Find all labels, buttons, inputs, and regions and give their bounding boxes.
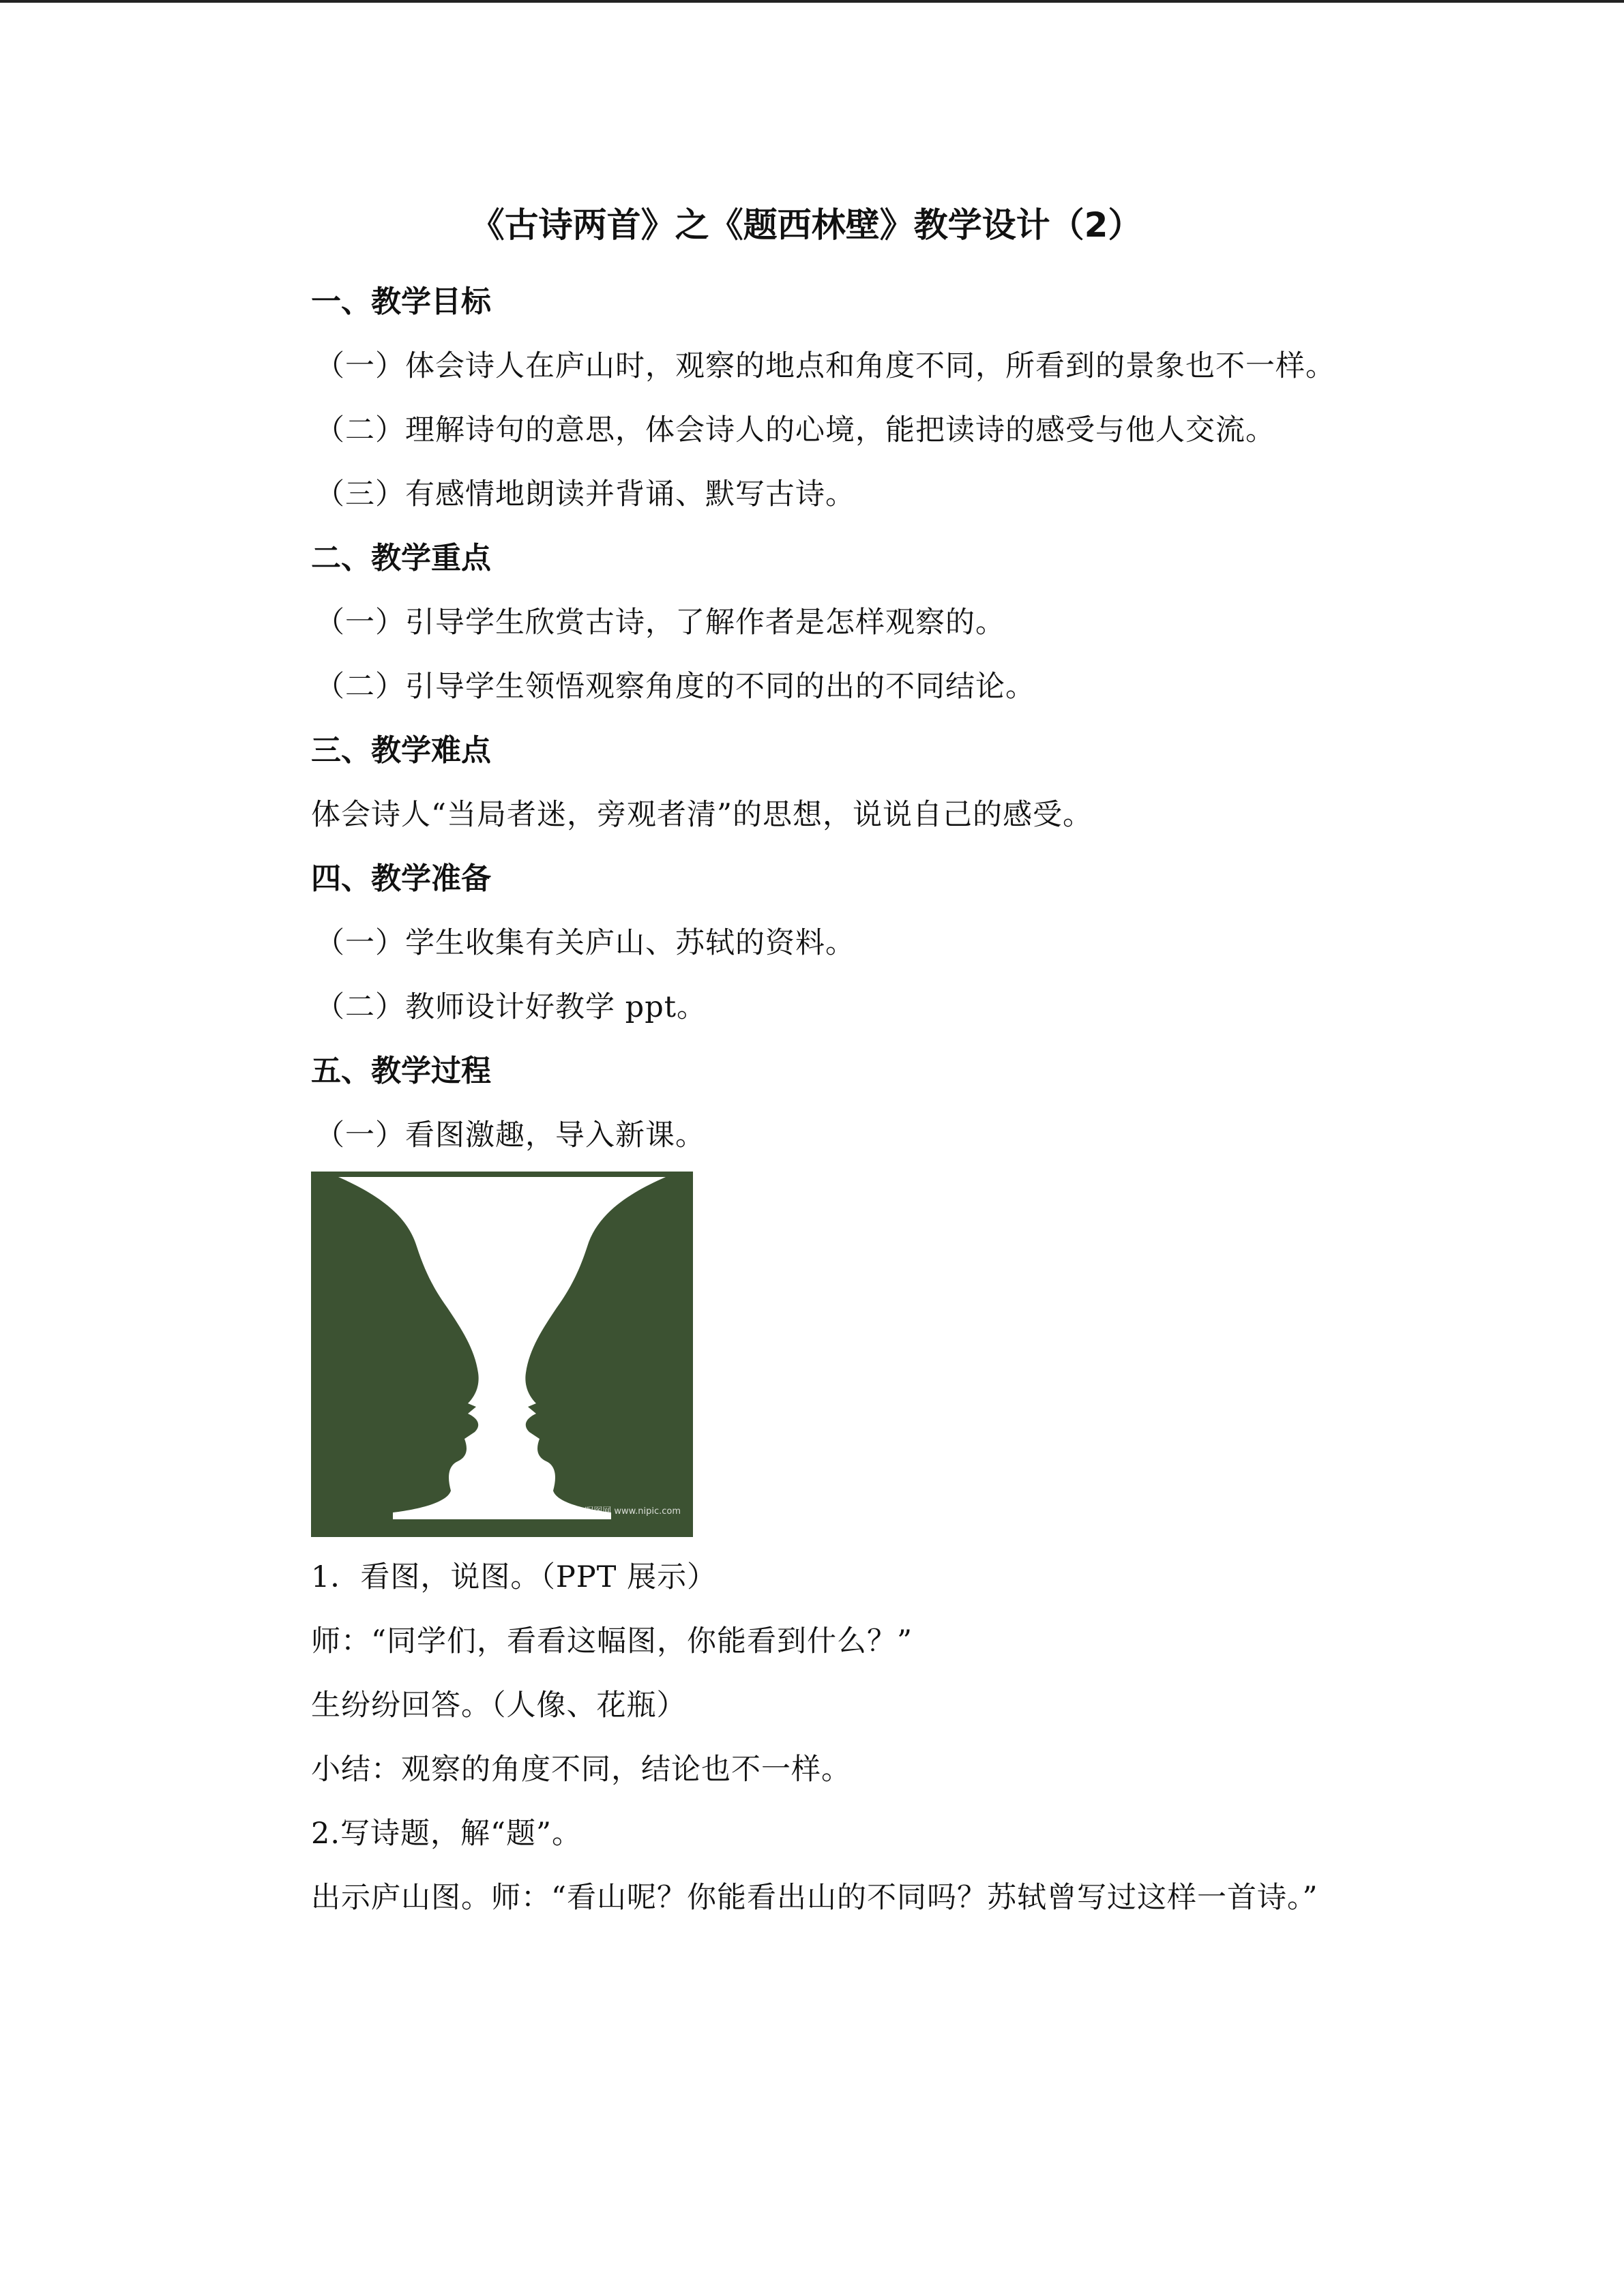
preparation-item-2: （二）教师设计好教学 ppt。: [315, 990, 707, 1024]
preparation-item-1: （一）学生收集有关庐山、苏轼的资料。: [315, 926, 855, 960]
objective-item-3: （三）有感情地朗读并背诵、默写古诗。: [315, 477, 855, 511]
process-line-1: 1．看图，说图。（PPT 展示）: [311, 1560, 718, 1594]
process-line-2: 师：“同学们，看看这幅图，你能看到什么？”: [311, 1624, 913, 1658]
figure-watermark: 昵图网 www.nipic.com: [585, 1506, 681, 1517]
process-line-6: 出示庐山图。师：“看山呢？你能看出山的不同吗？苏轼曾写过这样一首诗。”: [311, 1881, 1318, 1915]
process-intro: （一）看图激趣，导入新课。: [315, 1118, 705, 1152]
key-point-item-2: （二）引导学生领悟观察角度的不同的出的不同结论。: [315, 670, 1035, 704]
document-page: [247, 205, 1365, 1930]
process-line-3: 生纷纷回答。（人像、花瓶）: [311, 1688, 687, 1723]
section-heading-objectives: 一、教学目标: [311, 284, 491, 319]
process-line-5: 2.写诗题，解“题”。: [311, 1817, 582, 1851]
section-heading-preparation: 四、教学准备: [311, 861, 491, 896]
rubin-vase-illustration: [311, 1172, 693, 1537]
objective-item-1: （一）体会诗人在庐山时，观察的地点和角度不同，所看到的景象也不一样。: [315, 349, 1335, 383]
difficulty-item-1: 体会诗人“当局者迷，旁观者清”的思想，说说自己的感受。: [311, 798, 1093, 832]
process-line-4: 小结：观察的角度不同，结论也不一样。: [311, 1753, 851, 1787]
page-top-border: [0, 0, 1624, 3]
section-heading-difficulties: 三、教学难点: [311, 733, 491, 768]
objective-item-2: （二）理解诗句的意思，体会诗人的心境，能把读诗的感受与他人交流。: [315, 413, 1275, 447]
rubin-vase-image: [311, 1172, 693, 1537]
key-point-item-1: （一）引导学生欣赏古诗，了解作者是怎样观察的。: [315, 606, 1005, 640]
document-title: 《古诗两首》之《题西林壁》教学设计（2）: [470, 205, 1142, 245]
section-heading-process: 五、教学过程: [311, 1054, 491, 1088]
section-heading-key-points: 二、教学重点: [311, 541, 491, 576]
